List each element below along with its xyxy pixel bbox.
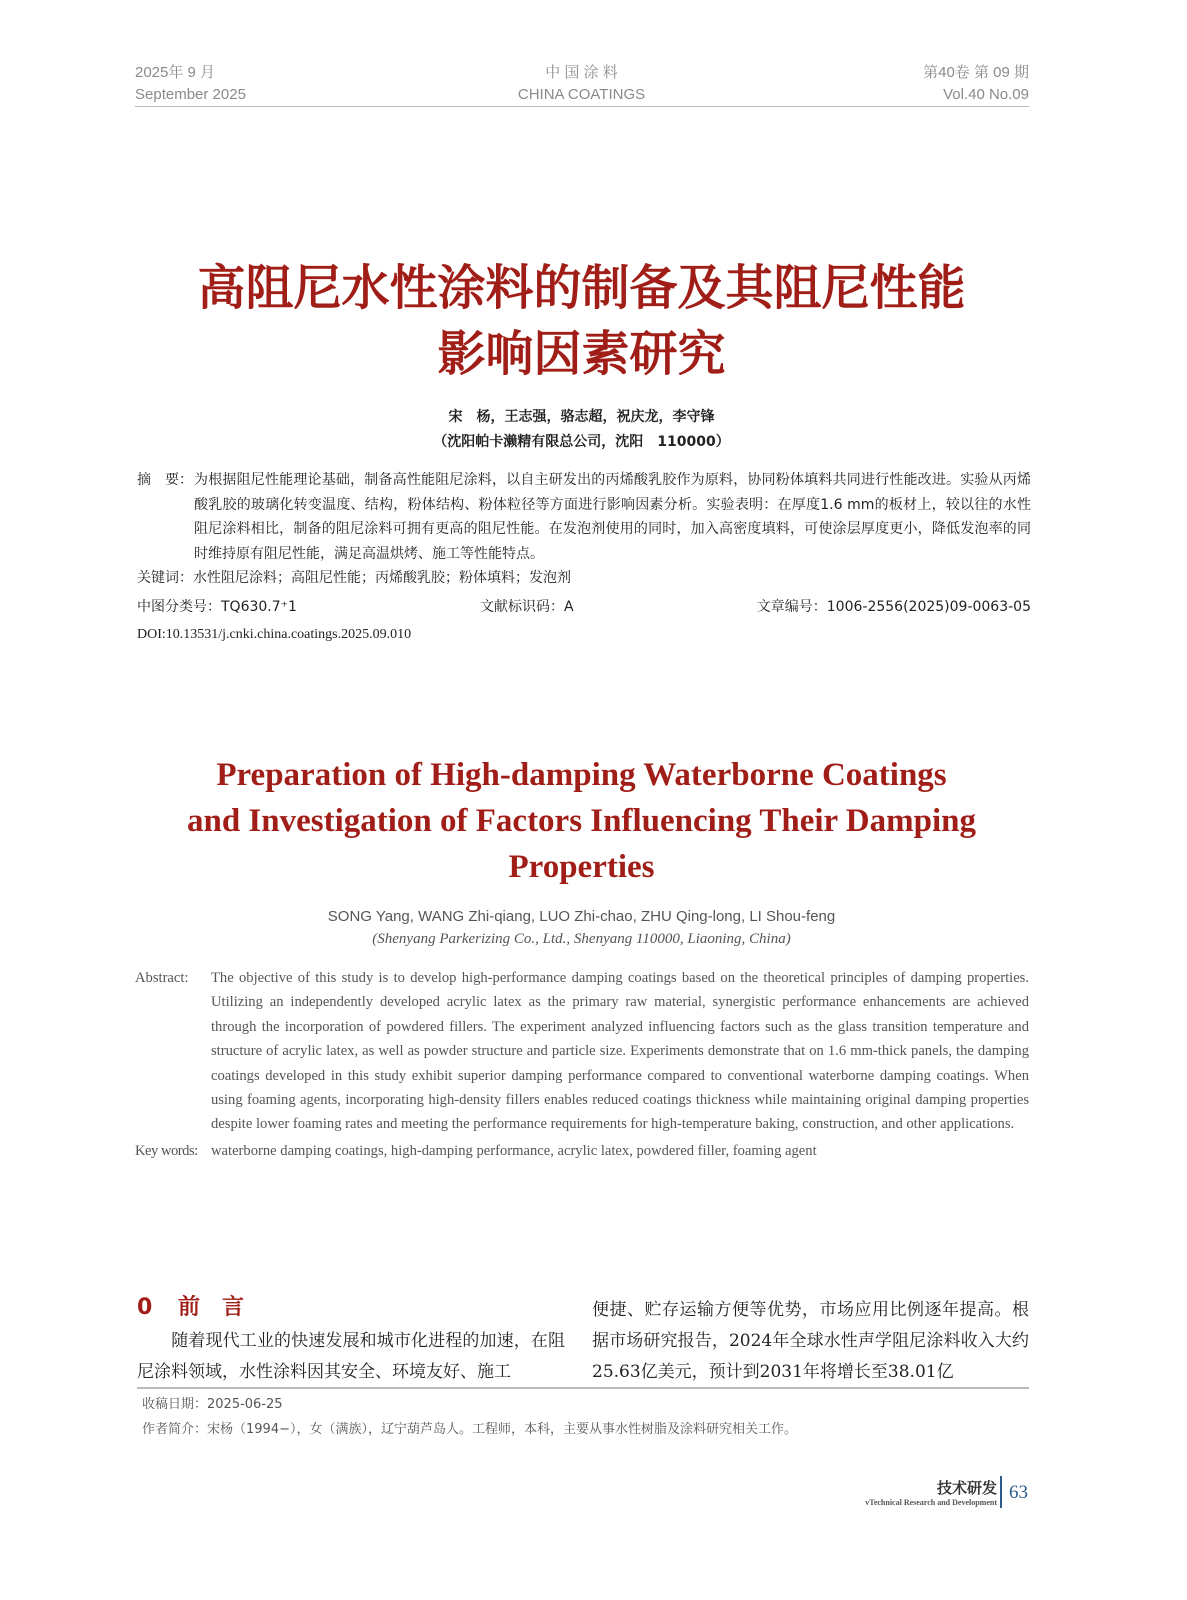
- author-bio: 作者简介：宋杨（1994−），女（满族），辽宁葫芦岛人。工程师，本科，主要从事水性树脂及涂料研究相关工作。: [142, 1422, 797, 1437]
- abstract-en: [135, 966, 1029, 1163]
- title-cn: [0, 255, 1163, 387]
- volume-cn: 第40卷 第 09 期: [923, 64, 1029, 81]
- body-column-right: 便捷、贮存运输方便等优势，市场应用比例逐年提高。根据市场研究报告，2024年全球水性声学阻尼涂料收入大约25.63亿美元，预计到2031年将增长至38.01亿: [592, 1300, 1029, 1382]
- footer-section-cn: 技术研发: [936, 1479, 997, 1497]
- abstract-en-text: The objective of this study is to develop high-performance damping coatings based on the theoretical principles of damping properties. Utilizing an independently developed acrylic latex as the primary raw material, synergistic performance enhancements are achieved through the incorporation of powdered fillers. The experiment analyzed influencing factors such as the glass transition temperature and structure of acrylic latex, as well as powder structure and particle size. Experiments demonstrate that on 1.6 mm-thick panels, the damping coatings developed in this study exhibit superior damping performance compared to conventional waterborne damping coatings. When using foaming agents, incorporating high-density fillers enables reduced coatings thickness while maintaining original damping properties despite lower foaming rates and meeting the performance requirements for high-temperature baking, construction, and other applications.: [211, 970, 1029, 1133]
- title-en-line: Properties: [508, 849, 655, 885]
- keywords-cn: 关键词：水性阻尼涂料；高阻尼性能；丙烯酸乳胶；粉体填料；发泡剂: [137, 570, 571, 586]
- header-date-cn: 2025年 9 月: [135, 64, 216, 81]
- article-number: 文章编号：1006-2556(2025)09-0063-05: [756, 598, 1031, 615]
- title-en-line: Preparation of High-damping Waterborne Coatings: [216, 757, 947, 793]
- title-cn-line: 高阻尼水性涂料的制备及其阻尼性能: [197, 260, 966, 316]
- header-volume: [923, 62, 1029, 106]
- volume-en: Vol.40 No.09: [943, 86, 1029, 103]
- abstract-cn-label: 摘 要：: [137, 472, 193, 488]
- received-date: 收稿日期：2025-06-25: [142, 1397, 283, 1412]
- affiliation-cn: （沈阳帕卡濑精有限总公司，沈阳 110000）: [433, 434, 730, 450]
- authors-cn: 宋 杨，王志强，骆志超，祝庆龙，李守锋: [448, 409, 715, 425]
- header-date-en: September 2025: [135, 86, 246, 103]
- keywords-en-text: waterborne damping coatings, high-damping performance, acrylic latex, powdered filler, foaming agent: [211, 1142, 817, 1159]
- section-heading: [137, 1290, 244, 1321]
- abstract-cn-text: 为根据阻尼性能理论基础，制备高性能阻尼涂料，以自主研发出的丙烯酸乳胶作为原料，协同粉体填料共同进行性能改进。实验从丙烯酸乳胶的玻璃化转变温度、结构，粉体结构、粉体粒径等方面进行影响因素分析。实验表明：在厚度1.6 mm的板材上，较以往的水性阻尼涂料相比，制备的阻尼涂料可拥有更高的阻尼性能。在发泡剂使用的同时，加入高密度填料，可使涂层厚度更小，降低发泡率的同时维持原有阻尼性能，满足高温烘烤、施工等性能特点。: [194, 472, 1031, 562]
- header-divider: [135, 106, 1029, 107]
- title-en-line: and Investigation of Factors Influencing Their Damping: [186, 803, 977, 839]
- footer-section-en: vTechnical Research and Development: [865, 1498, 997, 1507]
- title-cn-line: 影响因素研究: [437, 326, 726, 382]
- footnote-divider: [137, 1387, 1029, 1389]
- footer-divider: [1000, 1476, 1002, 1508]
- page-number: 63: [1009, 1482, 1028, 1503]
- footer-section: [865, 1477, 997, 1507]
- keywords-en-label: Key words:: [135, 1142, 198, 1159]
- document-code: 文献标识码：A: [480, 598, 574, 615]
- abstract-en-label: Abstract:: [135, 970, 189, 986]
- abstract-cn: [137, 468, 1031, 647]
- body-column-left: 随着现代工业的快速发展和城市化进程的加速，在阻尼涂料领域，水性涂料因其安全、环境友好、施工: [137, 1331, 565, 1382]
- title-en: [0, 752, 1163, 890]
- authors-en: SONG Yang, WANG Zhi-qiang, LUO Zhi-chao, ZHU Qing-long, LI Shou-feng: [327, 908, 836, 925]
- doi: DOI:10.13531/j.cnki.china.coatings.2025.09.010: [137, 626, 412, 642]
- section-number: 0: [137, 1295, 153, 1320]
- journal-name-en: CHINA COATINGS: [517, 86, 646, 103]
- clc-number: 中图分类号：TQ630.7⁺1: [137, 598, 297, 615]
- journal-name-cn: 中 国 涂 料: [545, 64, 618, 81]
- section-title: 前 言: [177, 1295, 244, 1320]
- affiliation-en: (Shenyang Parkerizing Co., Ltd., Shenyang 110000, Liaoning, China): [372, 931, 791, 947]
